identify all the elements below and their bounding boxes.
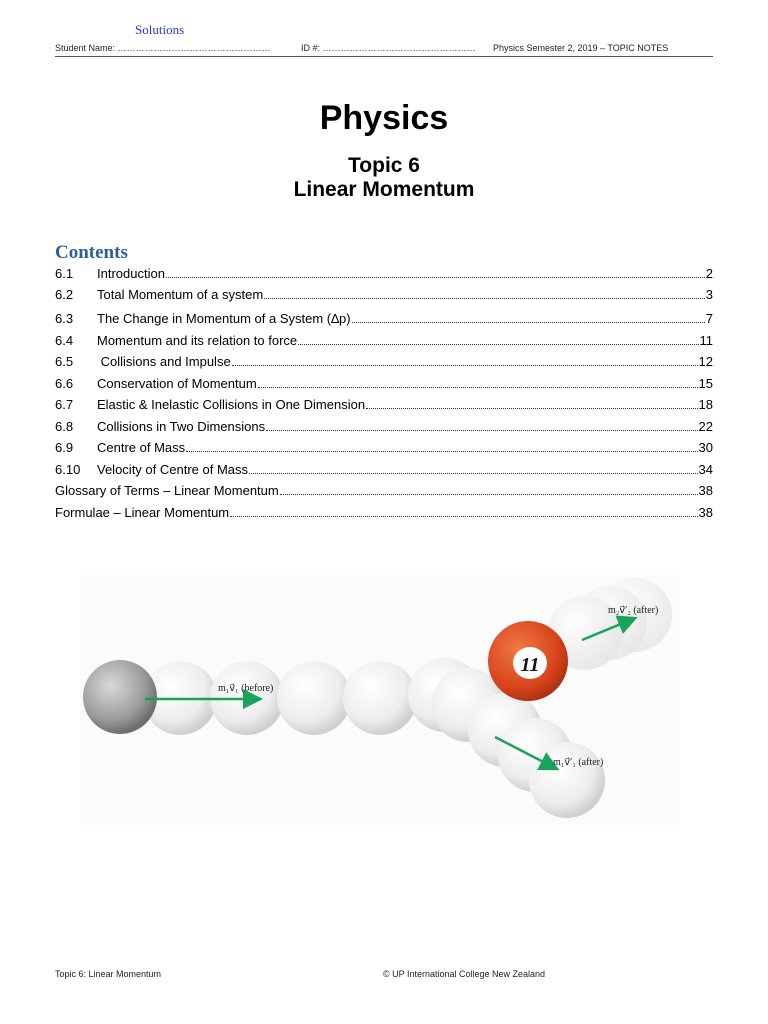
toc-title: Centre of Mass (97, 440, 186, 455)
toc-title: Introduction (97, 266, 165, 281)
collision-figure (80, 575, 680, 825)
toc-entry[interactable] (55, 397, 713, 414)
toc-number: 6.9 (55, 440, 74, 455)
footer-topic: Topic 6: Linear Momentum (55, 969, 162, 979)
toc-page: 22 (698, 419, 713, 434)
toc-leader (249, 462, 698, 474)
cue-ball-trail (343, 661, 417, 735)
label-after-1: m₁v⃗′₁ (after) (553, 757, 604, 768)
toc-title: Elastic & Inelastic Collisions in One Dimension (97, 397, 366, 412)
course-label: Physics Semester 2, 2019 – TOPIC NOTES (493, 43, 669, 53)
toc-number: 6.10 (55, 462, 81, 477)
collision-illustration (80, 575, 680, 825)
toc-entry[interactable] (55, 440, 713, 457)
toc-page: 12 (698, 354, 713, 369)
toc-leader (186, 440, 697, 452)
toc-leader (232, 354, 698, 366)
toc-number: 6.5 (55, 354, 74, 369)
toc-title: Velocity of Centre of Mass (97, 462, 249, 477)
toc-title: Formulae – Linear Momentum (55, 505, 230, 520)
toc-page: 38 (698, 483, 713, 498)
toc-number: 6.6 (55, 376, 74, 391)
toc-title: Collisions in Two Dimensions (97, 419, 266, 434)
toc-leader (352, 311, 705, 323)
toc-leader (230, 505, 697, 517)
toc-title: Conservation of Momentum (97, 376, 257, 391)
toc-title: Glossary of Terms – Linear Momentum (55, 483, 279, 498)
toc-page: 2 (705, 266, 713, 281)
toc-leader (266, 419, 697, 431)
toc-page: 34 (698, 462, 713, 477)
toc-number: 6.8 (55, 419, 74, 434)
toc-title: Momentum and its relation to force (97, 333, 298, 348)
toc-page: 15 (698, 376, 713, 391)
toc-entry[interactable] (55, 376, 713, 393)
toc-title: Collisions and Impulse (97, 354, 231, 369)
id-field: ID #: …………………………………………… (301, 43, 476, 53)
student-name-field: Student Name: …………………………………………… (55, 43, 271, 53)
toc-number: 6.3 (55, 311, 74, 326)
toc-entry[interactable] (55, 462, 713, 479)
toc-entry[interactable] (55, 419, 713, 436)
toc-page: 3 (705, 287, 713, 302)
toc-entry[interactable] (55, 333, 713, 350)
toc-entry[interactable] (55, 354, 713, 371)
label-before: m₁v⃗₁ (before) (218, 683, 274, 694)
cue-ball-start (83, 660, 157, 734)
toc-page: 30 (698, 440, 713, 455)
toc-entry[interactable] (55, 287, 713, 304)
toc-number: 6.2 (55, 287, 74, 302)
toc-title: Total Momentum of a system (97, 287, 264, 302)
toc-number: 6.7 (55, 397, 74, 412)
topic-number: Topic 6 (348, 154, 420, 177)
toc-number: 6.4 (55, 333, 74, 348)
toc-leader (366, 397, 697, 409)
toc-leader (298, 333, 698, 345)
toc-entry[interactable] (55, 266, 713, 283)
cue-ball-final (529, 742, 605, 818)
target-ball-number: 11 (520, 654, 540, 676)
footer-copyright: © UP International College New Zealand (383, 969, 546, 979)
topic-name: Linear Momentum (293, 178, 475, 201)
toc-page: 38 (698, 505, 713, 520)
toc-entry[interactable] (55, 505, 713, 522)
toc-leader (258, 376, 698, 388)
toc-page: 7 (705, 311, 713, 326)
label-after-2: m₂v⃗′₂ (after) (608, 605, 659, 616)
toc-leader (264, 287, 705, 299)
toc-entry[interactable] (55, 311, 713, 328)
toc-entry[interactable] (55, 483, 713, 500)
contents-heading: Contents (55, 242, 128, 263)
cue-ball-trail (277, 661, 351, 735)
toc-title: The Change in Momentum of a System (∆p) (97, 311, 351, 326)
solutions-label: Solutions (135, 22, 185, 37)
toc-leader (166, 266, 705, 278)
toc-leader (280, 483, 698, 495)
header-divider (55, 56, 713, 57)
toc-number: 6.1 (55, 266, 74, 281)
toc-page: 11 (699, 333, 713, 348)
page-title: Physics (319, 99, 449, 137)
toc-page: 18 (698, 397, 713, 412)
